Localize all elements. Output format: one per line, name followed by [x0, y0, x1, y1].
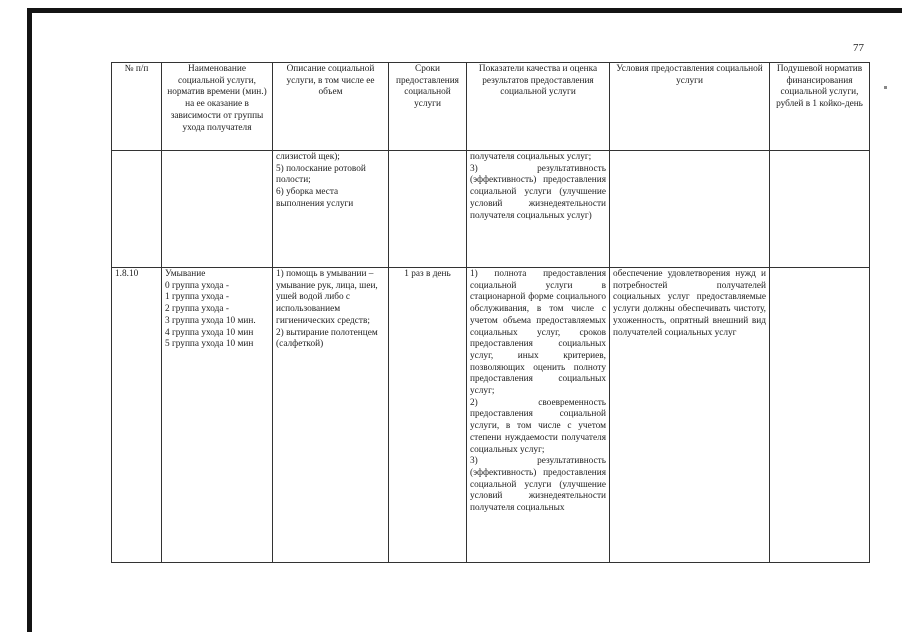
header-quality: Показатели качества и оценка результатов предоставления социальной услуги — [467, 63, 610, 151]
quality-line: 3) результативность (эффективность) предоставления социальной услуги (улучшение условий жизнедеятельности получателя социальных — [470, 456, 606, 514]
name-line: 4 группа ухода 10 мин — [165, 327, 254, 338]
cell-name — [162, 151, 273, 268]
name-line: 2 группа ухода - — [165, 304, 229, 315]
cell-conditions: обеспечение удовлетворения нужд и потребностей получателей социальных услуг предоставляемые услуги должны обеспечивать чистоту, ухоженность, опрятный внешний вид получателей социальных услуг — [610, 268, 770, 563]
header-number: № п/п — [112, 63, 162, 151]
description-line: 1) помощь в умывании – умывание рук, лица, шеи, ушей водой либо с использованием гигиенических средств; — [276, 269, 378, 326]
description-line: 5) полоскание ротовой полости; — [276, 163, 366, 186]
cell-funding — [770, 151, 870, 268]
quality-line: 3) результативность (эффективность) предоставления социальной услуги (улучшение условий жизнедеятельности получателя социальных услуг) — [470, 163, 606, 221]
header-funding: Подушевой норматив финансирования социальной услуги, рублей в 1 койко-день — [770, 63, 870, 151]
cell-funding — [770, 268, 870, 563]
cell-name — [162, 268, 273, 563]
name-line: 0 группа ухода - — [165, 280, 229, 291]
page-number: 77 — [853, 42, 864, 54]
header-description: Описание социальной услуги, в том числе ее объем — [273, 63, 389, 151]
table-row-continuation — [112, 151, 870, 268]
name-line: 3 группа ухода 10 мин. — [165, 315, 256, 326]
cell-quality — [467, 151, 610, 268]
cell-number — [112, 151, 162, 268]
header-name: Наименование социальной услуги, норматив времени (мин.) на ее оказание в зависимости от группы ухода получателя — [162, 63, 273, 151]
cell-number: 1.8.10 — [112, 268, 162, 563]
scan-speck — [884, 86, 887, 89]
description-line: 6) уборка места выполнения услуги — [276, 187, 354, 209]
quality-line: получателя социальных услуг; — [470, 152, 592, 162]
quality-line: 2) своевременность предоставления социальной услуги, в том числе с учетом степени нуждаемости получателя социальных услуг; — [470, 397, 606, 455]
cell-quality — [467, 268, 610, 563]
description-line: 2) вытирание полотенцем (салфеткой) — [276, 327, 378, 350]
table-header-row — [112, 63, 870, 151]
cell-term — [389, 151, 467, 268]
services-table — [111, 62, 870, 563]
name-line: 1 группа ухода - — [165, 292, 229, 303]
cell-description — [273, 151, 389, 268]
header-conditions: Условия предоставления социальной услуги — [610, 63, 770, 151]
cell-term: 1 раз в день — [389, 268, 467, 563]
table-row-1-8-10 — [112, 268, 870, 563]
name-line: 5 группа ухода 10 мин — [165, 339, 254, 350]
description-line: слизистой щек); — [276, 152, 340, 162]
quality-line: 1) полнота предоставления социальной услуги в стационарной форме социального обслуживания, в том числе с учетом объема предоставляемых социальных услуг, сроков предоставления социальных услуг, иных критериев, позволяющих оценить полноту предоставления социальных услуг; — [470, 269, 606, 397]
name-line: Умывание — [165, 269, 206, 279]
cell-description — [273, 268, 389, 563]
scan-top-edge — [27, 8, 902, 13]
scan-left-edge — [27, 8, 32, 632]
header-term: Сроки предоставления социальной услуги — [389, 63, 467, 151]
cell-conditions — [610, 151, 770, 268]
